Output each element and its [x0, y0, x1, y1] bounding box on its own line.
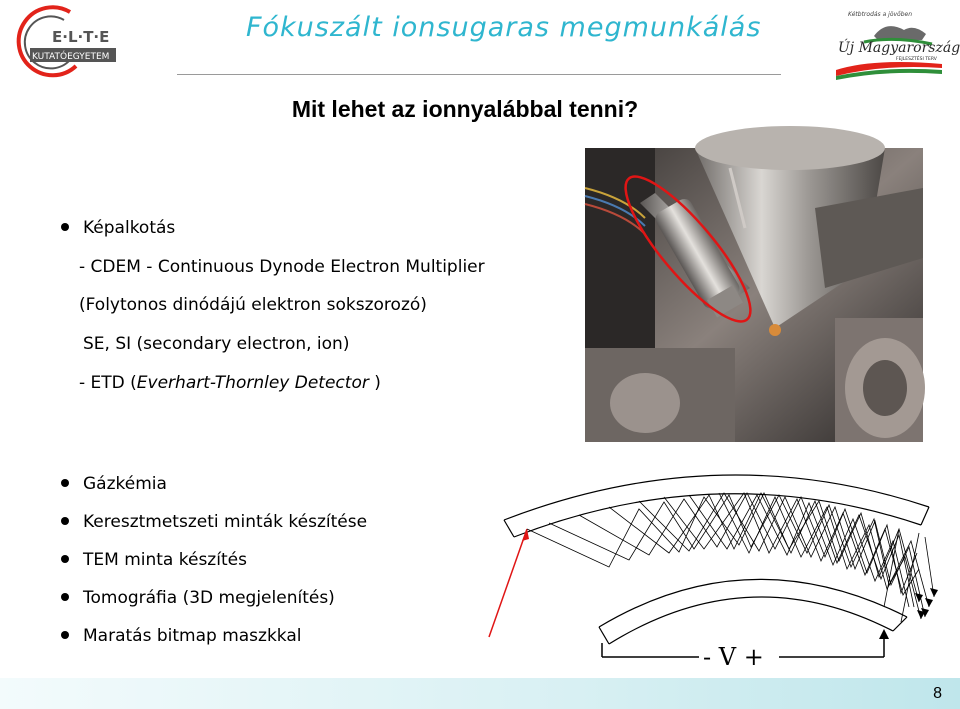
bullet-tomografia: Tomográfia (3D megjelenítés) [83, 588, 335, 608]
header-divider [177, 74, 781, 75]
etd-line [79, 373, 381, 393]
fib-chamber-photo [585, 148, 923, 442]
cdem-line: - CDEM - Continuous Dynode Electron Multiplier [79, 257, 485, 277]
hu-logo-top-text: Kétbtrodás a jövőben [848, 11, 913, 18]
bullet-tem: TEM minta készítés [83, 550, 247, 570]
elte-logo [8, 4, 116, 82]
page-number: 8 [933, 685, 942, 702]
voltage-label: - V + [703, 643, 764, 671]
secondary-electron-diagram [489, 457, 960, 679]
elte-logo-text: E·L·T·E [52, 28, 110, 46]
bullet-keresztmetszeti: Keresztmetszeti minták készítése [83, 512, 368, 532]
header-title: Fókuszált ionsugaras megmunkálás [246, 12, 762, 43]
slide-title: Mit lehet az ionnyalábbal tenni? [291, 96, 639, 122]
cdem-translation-line: (Folytonos dinódájú elektron sokszorozó) [79, 295, 427, 315]
footer-bar [0, 678, 960, 709]
elte-logo-subtext: KUTATÓEGYETEM [32, 52, 110, 62]
bullet-dot [61, 479, 69, 487]
bullet-dot [61, 555, 69, 563]
etd-suffix: ) [368, 373, 381, 393]
etd-prefix: - ETD ( [79, 373, 137, 393]
bullet-kepalkotas: Képalkotás [83, 218, 176, 238]
hu-logo-sub-text: FEJLESZTÉSI TERV [896, 57, 937, 62]
se-si-line: SE, SI (secondary electron, ion) [83, 334, 350, 354]
bullet-maratas: Maratás bitmap maszkkal [83, 626, 302, 646]
bullet-dot [61, 593, 69, 601]
hu-logo-main-text: Új Magyarország [838, 40, 960, 56]
uj-magyarorszag-logo [834, 6, 960, 78]
etd-italic: Everhart-Thornley Detector [136, 373, 369, 393]
bullet-dot [61, 517, 69, 525]
bullet-dot [61, 631, 69, 639]
bullet-gazkemia: Gázkémia [83, 474, 167, 494]
bullet-dot [61, 223, 69, 231]
